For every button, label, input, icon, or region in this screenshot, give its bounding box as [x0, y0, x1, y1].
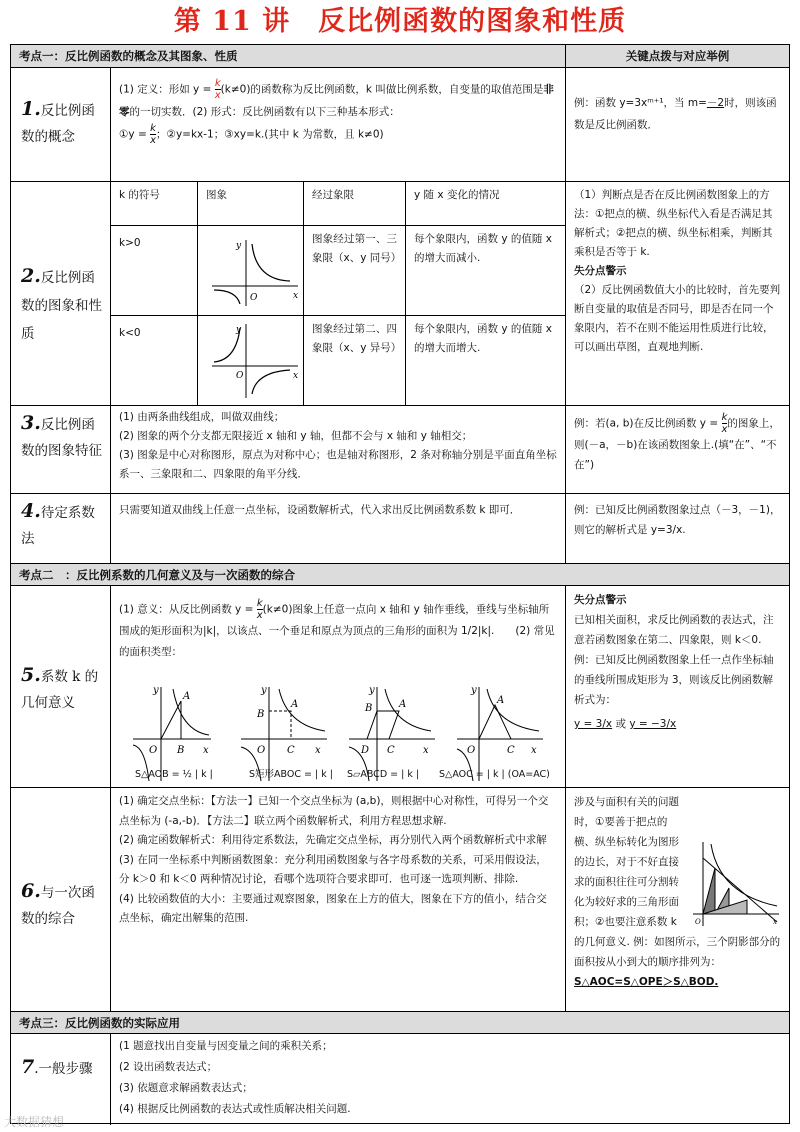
- row2-label: 2.反比例函数的图象和性质: [21, 265, 102, 342]
- row3-example: 例：若(a, b)在反比例函数 y = $\frac{k}{x}$ 的图象上，则(－a，－b)在该函数图象上.(填“在”、“不在”): [574, 412, 780, 471]
- row5-tips: 失分点警示 已知相关面积，求反比例函数的表达式，注意若函数图象在第二、四象限，则 k＜0. 例：已知反比例函数图象上任一点作坐标轴的垂线所围成矩形为 3，则该反比例函数解析式为： y = 3/x 或 y = −3/x: [574, 594, 774, 730]
- svg-text:y: y: [471, 685, 477, 696]
- non-zero-emphasis: 非零: [119, 83, 554, 118]
- svg-text:C: C: [507, 745, 515, 756]
- quadrant-k-positive: 图象经过第一、三象限（x、y 同号）: [312, 233, 402, 264]
- section1-header: 考点一：反比例函数的概念及其图象、性质: [11, 45, 565, 67]
- th-graph: 图象: [206, 189, 227, 201]
- svg-text:x: x: [315, 745, 321, 756]
- row4-label: 4.待定系数法: [21, 500, 95, 547]
- svg-text:y: y: [236, 325, 242, 335]
- trend-k-negative: 每个象限内，函数 y 的值随 x 的增大而增大.: [414, 323, 552, 354]
- th-quadrant: 经过象限: [312, 189, 354, 201]
- svg-text:C: C: [287, 745, 295, 756]
- svg-text:x: x: [423, 745, 429, 756]
- row5-label: 5.系数 k 的几何意义: [21, 664, 99, 711]
- svg-text:y: y: [236, 241, 242, 251]
- answer-negative: y = −3/x: [629, 718, 677, 730]
- svg-text:C: C: [387, 745, 395, 756]
- page-title: 第 11 讲 反比例函数的图象和性质: [173, 6, 627, 37]
- k-negative: k<0: [119, 327, 141, 339]
- section3-header: 考点三：反比例函数的实际应用: [11, 1012, 789, 1033]
- area-order-answer: S△AOC=S△OPE＞S△BOD.: [574, 976, 719, 988]
- row4-example: 例：已知反比例函数图象过点（－3，－1)，则它的解析式是 y=3/x.: [574, 504, 781, 536]
- area-type-figures: [111, 681, 565, 787]
- row1-label: 1.反比例函数的概念: [21, 98, 95, 145]
- trend-k-positive: 每个象限内，函数 y 的值随 x 的增大而减小.: [414, 233, 552, 264]
- svg-text:y: y: [153, 685, 159, 696]
- svg-text:D: D: [361, 745, 370, 756]
- quadrant-k-negative: 图象经过第二、四象限（x、y 异号）: [312, 323, 402, 354]
- svg-text:x: x: [203, 745, 209, 756]
- row7-content: (1 题意找出自变量与因变量之间的乘积关系； (2 设出函数表达式； (3) 依题意求解函数表达式； (4) 根据反比例函数的表达式或性质解决相关问题.: [119, 1040, 351, 1115]
- row4-content: 只需要知道双曲线上任意一点坐标，设函数解析式，代入求出反比例函数系数 k 即可．: [119, 504, 521, 516]
- caption-triangle-aoc: S△AOC = | k | (OA=AC): [439, 769, 550, 780]
- svg-text:x: x: [773, 918, 777, 926]
- svg-text:O: O: [257, 745, 266, 756]
- svg-text:A: A: [497, 695, 505, 706]
- svg-text:y: y: [369, 685, 375, 696]
- key-points-header: 关键点拨与对应举例: [566, 45, 789, 67]
- row3-content: (1) 由两条曲线组成，叫做双曲线； (2) 图象的两个分支都无限接近 x 轴和 y 轴，但都不会与 x 轴和 y 轴相交； (3) 图象是中心对称图形，原点为对称中心；也是轴对称图形，2 条对称轴分别是平面直角坐标系一、三象限和二、四象限的角平分线．: [119, 411, 557, 480]
- svg-text:x: x: [293, 291, 299, 301]
- row7-label: 7.一般步骤: [21, 1056, 93, 1078]
- watermark: 大数据猜想: [4, 1115, 65, 1129]
- answer-positive: y = 3/x: [574, 718, 613, 730]
- svg-text:O: O: [236, 371, 244, 381]
- svg-text:B: B: [257, 709, 265, 720]
- graph-k-positive: [198, 226, 303, 315]
- th-trend: y 随 x 变化的情况: [414, 189, 500, 201]
- svg-text:O: O: [250, 293, 258, 303]
- row5-content: (1) 意义：从反比例函数 y = $\frac{k}{x}$ (k≠0)图象上任意一点向 x 轴和 y 轴作垂线，垂线与坐标轴所围成的矩形面积为|k|，以该点、一个垂足和原点为顶点的三角形的面积为 1/2|k|. (2) 常见的面积类型：: [119, 598, 555, 658]
- svg-text:A: A: [399, 699, 407, 710]
- row6-tips: O x 涉及与面积有关的问题时，①要善于把点的横、纵坐标转化为图形的边长，对于不好直接求的面积往往可分割转化为较好求的三角形面积；②也要注意系数 k 的几何意义. 例：如图所示，三个阴影部分的面积按从小到大的顺序排列为：S△AOC=S△OPE＞S△BOD.: [574, 796, 781, 988]
- row3-label: 3.反比例函数的图象特征: [21, 412, 102, 459]
- svg-text:B: B: [365, 703, 373, 714]
- svg-text:x: x: [293, 371, 299, 381]
- shaded-area-figure: [689, 838, 781, 928]
- row6-label: 6.与一次函数的综合: [21, 880, 95, 927]
- section2-header: 考点二 ：反比例系数的几何意义及与一次函数的综合: [11, 564, 789, 585]
- row1-example: 例：函数 y=3xᵐ⁺¹，当 m=－2时，则该函数是反比例函数．: [574, 97, 777, 131]
- svg-text:O: O: [467, 745, 476, 756]
- svg-text:B: B: [177, 745, 185, 756]
- fraction-k-x: $\frac{k}{x}$: [214, 78, 221, 101]
- svg-text:O: O: [149, 745, 158, 756]
- knowledge-table: [10, 44, 790, 1124]
- caption-rectangle: S矩形ABOC = | k |: [249, 769, 333, 780]
- row2-tips: （1）判断点是否在反比例函数图象上的方法：①把点的横、纵坐标代入看是否满足其解析式；②把点的横、纵坐标相乘，判断其乘积是否等于 k. 失分点警示 （2）反比例函数值大小的比较时，首先要判断自变量的取值是否同号，即是否在同一个象限内，若不在则不能运用性质进行比较，可以画出草图，直观地判断.: [574, 189, 781, 353]
- row1-content: (1) 定义：形如 y = $\frac{k}{x}$ (k≠0)的函数称为反比例函数，k 叫做比例系数，自变量的取值范围是非零的一切实数．(2) 形式：反比例函数有以下三种基本形式： ①y = $\frac{k}{x}$ ；②y=kx-1；③xy=k.(其中 k 为常数，且 k≠0): [119, 78, 554, 146]
- graph-k-negative: [198, 316, 303, 405]
- svg-text:A: A: [291, 699, 299, 710]
- th-k-sign: k 的符号: [119, 189, 160, 201]
- row6-content: (1) 确定交点坐标：【方法一】已知一个交点坐标为 (a,b)，则根据中心对称性，可得另一个交点坐标为 (-a,-b)．【方法二】联立两个函数解析式，利用方程思想求解. (2) 确定函数解析式：利用待定系数法，先确定交点坐标，再分别代入两个函数解析式中求解 (3) 在同一坐标系中判断函数图象：充分利用函数图象与各字母系数的关系，可采用假设法，分 k＞0 和 k＜0 两种情况讨论，看哪个选项符合要求即可．也可逐一选项判断、排除. (4) 比较函数值的大小：主要通过观察图象，图象在上方的值大，图象在下方的值小，结合交点坐标，确定出解集的范围.: [119, 795, 549, 924]
- svg-text:x: x: [531, 745, 537, 756]
- caption-parallelogram: S▱ABCD = | k |: [347, 769, 420, 780]
- k-positive: k>0: [119, 237, 141, 249]
- svg-text:y: y: [261, 685, 267, 696]
- svg-text:O: O: [695, 918, 701, 926]
- caption-triangle-aob: S△AOB = ½ | k |: [135, 769, 213, 780]
- svg-text:A: A: [183, 691, 191, 702]
